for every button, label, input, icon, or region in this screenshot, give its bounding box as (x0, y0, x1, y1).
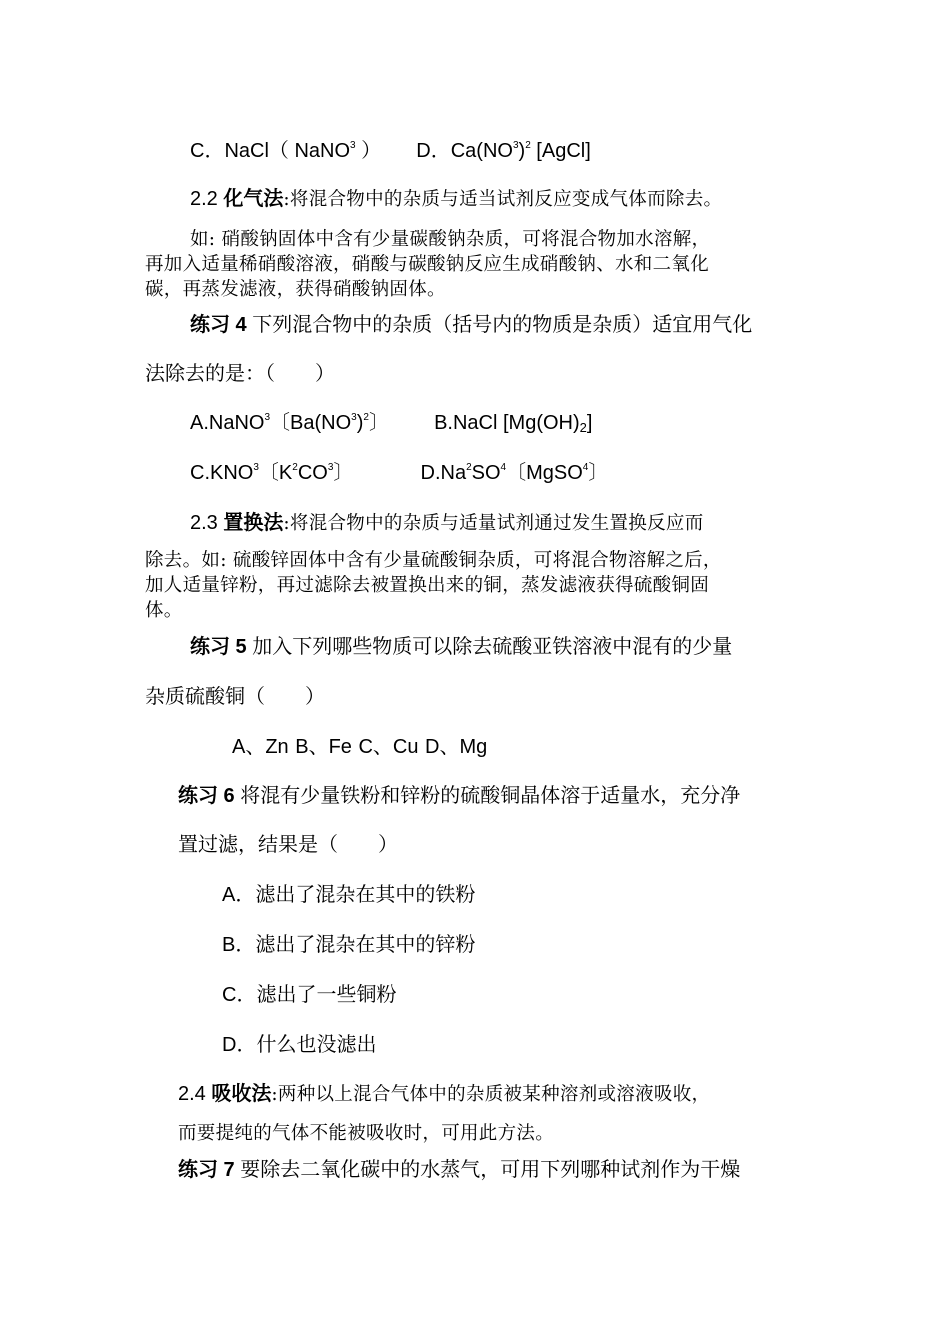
option-d (421, 462, 609, 484)
option-a-close: 〕 (368, 412, 389, 434)
practice-6-option-c: C．滤出了一些铜粉 (222, 984, 397, 1006)
practice-label: 练习 (190, 314, 230, 336)
practice-text: 下列混合物中的杂质（括号内的物质是杂质）适宜用气化 (246, 314, 753, 336)
option-c-d-line (190, 137, 591, 165)
practice-number: 7 (218, 1159, 235, 1181)
practice-text: 加入下列哪些物质可以除去硫酸亚铁溶液中混有的少量 (246, 636, 733, 658)
example-paragraph-line: 体。 (145, 600, 183, 621)
example-paragraph-line: 如: 硝酸钠固体中含有少量碳酸钠杂质，可将混合物加水溶解， (190, 229, 711, 250)
section-description: :两种以上混合气体中的杂质被某种溶剂或溶液吸收， (271, 1084, 711, 1105)
option-b-close: ] (586, 412, 593, 434)
section-title: 吸收法 (211, 1083, 272, 1105)
option-d-text: D.Na (420, 462, 467, 484)
practice-4-line-1 (190, 311, 752, 339)
subscript-3: 3 (264, 412, 271, 423)
subscript-2: 2 (579, 420, 587, 435)
subscript-3: 3 (351, 412, 357, 423)
option-d-text-2: SO (471, 462, 501, 484)
practice-text: 要除去二氧化碳中的水蒸气，可用下列哪种试剂作为干燥 (234, 1159, 741, 1181)
option-b (434, 412, 592, 434)
practice-6-line-1 (178, 782, 740, 810)
section-2-2-heading (190, 185, 722, 214)
subscript-4: 4 (500, 462, 507, 473)
practice-label: 练习 (190, 636, 230, 658)
subscript-3: 3 (253, 462, 259, 473)
option-a-paren: ) (356, 412, 364, 434)
subscript-2: 2 (525, 140, 531, 151)
option-d-close: 〕 (588, 462, 609, 484)
option-c-close: 〕 (333, 462, 354, 484)
section-2-4-description-line-2: 而要提纯的气体不能被吸收时，可用此方法。 (178, 1123, 555, 1144)
option-a-impurity: 〔Ba(NO (270, 412, 352, 434)
example-paragraph-line: 除去。如: 硫酸锌固体中含有少量硫酸铜杂质，可将混合物溶解之后， (145, 550, 722, 571)
section-title: 置换法 (223, 512, 284, 534)
option-d-paren: ) (518, 140, 526, 162)
subscript-2: 2 (466, 462, 472, 473)
practice-4-line-2: 法除去的是：（ ） (145, 363, 335, 385)
section-2-4-heading (178, 1080, 710, 1109)
section-number: 2.2 (190, 188, 218, 210)
example-paragraph-line: 碳，再蒸发滤液，获得硝酸钠固体。 (145, 279, 446, 300)
practice-4-options-cd (190, 459, 608, 487)
section-description: :将混合物中的杂质与适量试剂通过发生置换反应而 (283, 513, 704, 534)
subscript-3: 3 (327, 462, 334, 473)
section-number: 2.3 (190, 512, 218, 534)
option-d-text: D．Ca(NO (416, 140, 513, 162)
subscript-2: 2 (363, 412, 369, 423)
subscript-3: 3 (512, 140, 519, 151)
example-paragraph-line: 再加入适量稀硝酸溶液，硝酸与碳酸钠反应生成硝酸钠、水和二氧化 (145, 254, 710, 275)
practice-number: 5 (230, 636, 247, 658)
practice-number: 4 (230, 314, 247, 336)
practice-5-options: A、Zn B、Fe C、Cu D、Mg (232, 736, 488, 758)
option-d-impurity: [AgCl] (530, 140, 591, 162)
subscript-4: 4 (582, 462, 589, 473)
option-b-text: B.NaCl [Mg(OH) (434, 412, 580, 434)
practice-5-line-2: 杂质硫酸铜（ ） (145, 686, 325, 708)
option-c-text: C．NaCl（ NaNO (190, 140, 351, 162)
section-2-3-heading (190, 509, 704, 538)
practice-6-option-a: A．滤出了混杂在其中的铁粉 (222, 884, 476, 906)
example-paragraph-line: 加人适量锌粉，再过滤除去被置换出来的铜，蒸发滤液获得硫酸铜固 (145, 575, 710, 596)
section-number: 2.4 (178, 1083, 206, 1105)
option-d-impurity: 〔MgSO (506, 462, 583, 484)
practice-7-line-1 (178, 1156, 740, 1184)
option-c-text: C.KNO (190, 462, 254, 484)
section-title: 化气法 (223, 188, 284, 210)
option-c-impurity-2: CO (297, 462, 328, 484)
practice-label: 练习 (178, 1159, 218, 1181)
practice-label: 练习 (178, 785, 218, 807)
section-description: :将混合物中的杂质与适当试剂反应变成气体而除去。 (283, 189, 723, 210)
practice-6-option-d: D．什么也没滤出 (222, 1034, 377, 1056)
subscript-2: 2 (292, 462, 298, 473)
option-a-text: A.NaNO (190, 412, 265, 434)
practice-number: 6 (218, 785, 235, 807)
practice-text: 将混有少量铁粉和锌粉的硫酸铜晶体溶于适量水，充分净 (234, 785, 741, 807)
option-c-impurity: 〔K (258, 462, 293, 484)
option-a (190, 412, 389, 434)
practice-6-option-b: B．滤出了混杂在其中的锌粉 (222, 934, 476, 956)
subscript-3: 3 (350, 140, 356, 151)
practice-5-line-1 (190, 633, 732, 661)
option-c (190, 462, 353, 484)
practice-6-line-2: 置过滤，结果是（ ） (178, 834, 398, 856)
practice-4-options-ab (190, 409, 592, 437)
option-c-close: ） (361, 140, 382, 162)
